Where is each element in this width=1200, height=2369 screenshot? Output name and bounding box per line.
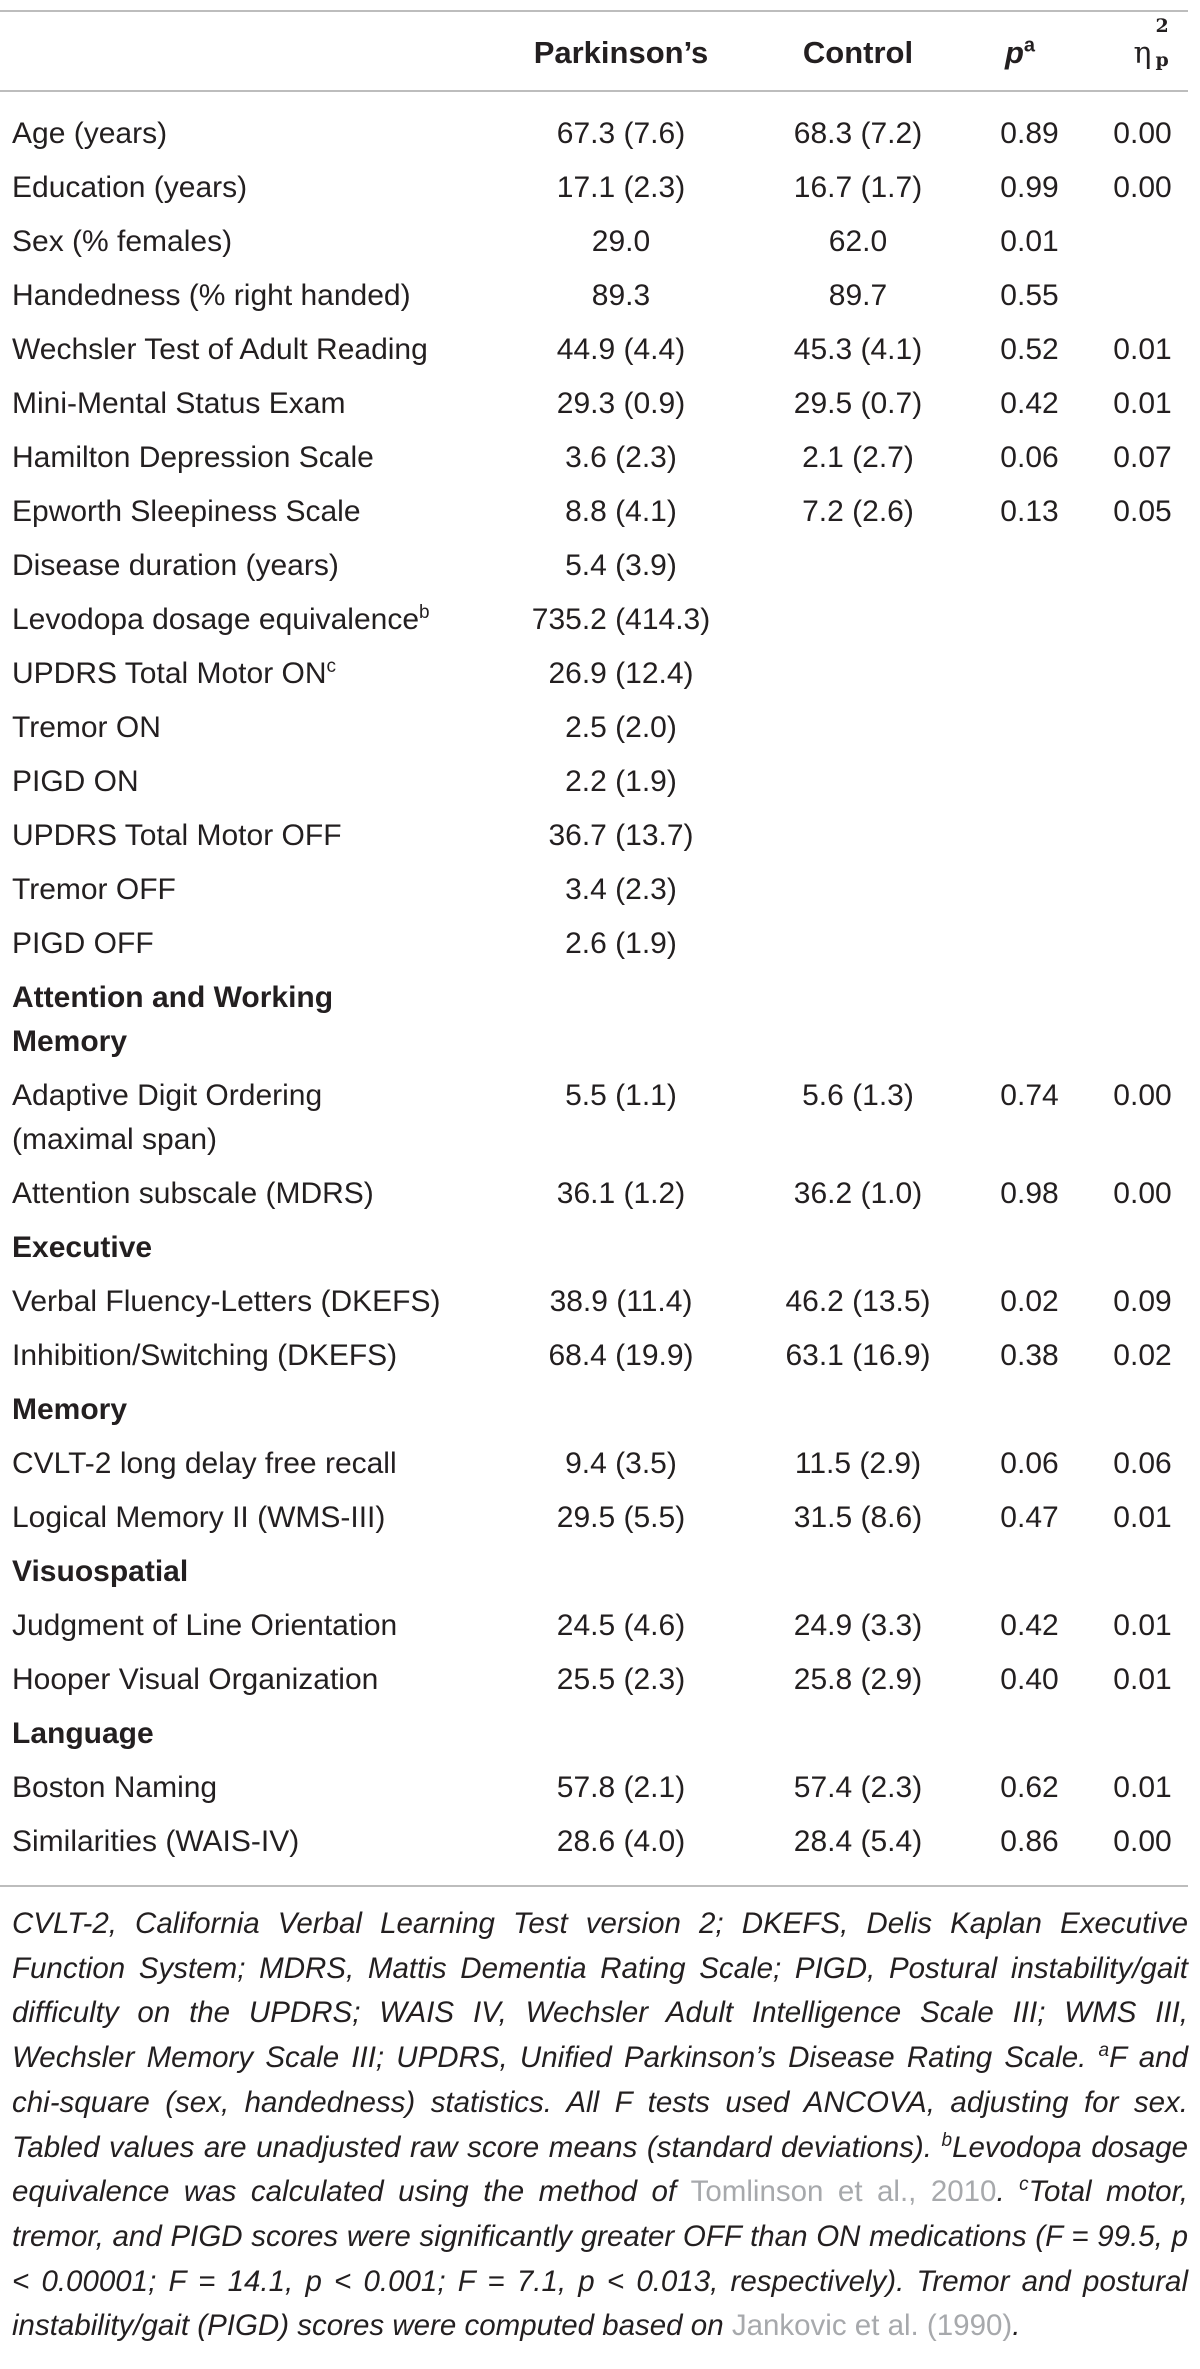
cell-p-value: 0.86 [1000,1825,1059,1858]
row-label: Attention subscale (MDRS) [12,1177,374,1210]
cell-control: 24.9 (3.3) [793,1609,923,1642]
cell-effect-size: 0.00 [1113,1825,1172,1858]
cell-parkinsons: 9.4 (3.5) [565,1447,677,1480]
row-label: PIGD OFF [12,927,154,960]
cell-control: 16.7 (1.7) [793,171,923,204]
cell-p-value: 0.42 [1000,387,1059,420]
row-label: Adaptive Digit Ordering (maximal span) [12,1079,323,1156]
cell-control: 5.6 (1.3) [802,1079,914,1112]
cell-effect-size: 0.00 [1113,117,1172,150]
cell-effect-size: 0.06 [1113,1447,1172,1480]
cell-effect-size: 0.05 [1113,495,1172,528]
cell-control: 68.3 (7.2) [793,117,923,150]
row-label-footnote-mark: b [419,602,430,623]
eta-symbol [1133,15,1169,79]
cell-control: 62.0 [828,225,888,258]
table-row [0,1488,1200,1542]
table-row [0,536,1200,590]
table-row [0,590,1200,644]
table-row [0,212,1200,266]
cell-p-value: 0.98 [1000,1177,1059,1210]
cell-p-value: 0.55 [1000,279,1059,312]
header-p-label: p [1004,35,1024,70]
table-row [0,1596,1200,1650]
reference-link-jankovic[interactable]: Jankovic et al. (1990) [731,2309,1013,2343]
cell-parkinsons: 5.4 (3.9) [565,549,677,582]
cell-parkinsons: 2.2 (1.9) [565,765,677,798]
cell-p-value: 0.01 [1000,225,1059,258]
cell-effect-size: 0.01 [1113,1501,1172,1534]
row-label: Logical Memory II (WMS-III) [12,1501,386,1534]
header-control: Control [802,35,914,70]
table-body [0,104,1200,1866]
cell-parkinsons: 29.5 (5.5) [556,1501,686,1534]
cell-parkinsons: 25.5 (2.3) [556,1663,686,1696]
cell-control: 28.4 (5.4) [793,1825,923,1858]
cell-parkinsons: 57.8 (2.1) [556,1771,686,1804]
section-label: Memory [12,1393,128,1426]
row-label: Wechsler Test of Adult Reading [12,333,428,366]
table-row [0,428,1200,482]
table-row [0,1758,1200,1812]
footnote-b-mark: b [941,2129,953,2151]
section-label: Visuospatial [12,1555,189,1588]
table-row [0,698,1200,752]
cell-p-value: 0.62 [1000,1771,1059,1804]
cell-p-value: 0.47 [1000,1501,1059,1534]
table-bottom-rule [0,1885,1188,1887]
cell-effect-size: 0.00 [1113,171,1172,204]
cell-effect-size: 0.01 [1113,1609,1172,1642]
header-parkinsons: Parkinson’s [533,35,709,70]
cell-effect-size: 0.01 [1113,1663,1172,1696]
cell-p-value: 0.38 [1000,1339,1059,1372]
table-row [0,1650,1200,1704]
footnote-b-end: . [996,2175,1005,2209]
cell-p-value: 0.06 [1000,1447,1059,1480]
row-label: CVLT-2 long delay free recall [12,1447,397,1480]
row-label: Tremor ON [12,711,161,744]
cell-control: 2.1 (2.7) [802,441,914,474]
row-label: Verbal Fluency-Letters (DKEFS) [12,1285,441,1318]
cell-control: 25.8 (2.9) [793,1663,923,1696]
reference-link-tomlinson[interactable]: Tomlinson et al., 2010 [690,2175,997,2209]
cell-control: 57.4 (2.3) [793,1771,923,1804]
header-eta-label: η [1133,36,1152,71]
cell-control: 63.1 (16.9) [785,1339,931,1372]
header-eta-sub: p [1155,49,1169,71]
table-row [0,104,1200,158]
row-label: Levodopa dosage equivalence$^b$ [12,602,430,636]
cell-effect-size: 0.00 [1113,1177,1172,1210]
section-header-row [0,1380,1200,1434]
cell-effect-size: 0.01 [1113,387,1172,420]
section-header-row [0,1704,1200,1758]
row-label: Age (years) [12,117,168,150]
section-header-row [0,1218,1200,1272]
row-label: Education (years) [12,171,248,204]
cell-parkinsons: 3.4 (2.3) [565,873,677,906]
table-row [0,860,1200,914]
footnote-a-text: F and chi-square (sex, handedness) statistics. All F tests used ANCOVA, adjusting for sex. Tabled values are unadjusted raw score means (standard deviations). [12,2041,1188,2164]
cell-control: 46.2 (13.5) [785,1285,931,1318]
cell-parkinsons: 68.4 (19.9) [548,1339,694,1372]
row-label: UPDRS Total Motor $ON^c$ [12,656,337,690]
footnote-c-mark: c [1019,2174,1029,2196]
cell-p-value: 0.99 [1000,171,1059,204]
row-label: Epworth Sleepiness Scale [12,495,361,528]
cell-control: 31.5 (8.6) [793,1501,923,1534]
table-row [0,1272,1200,1326]
table-top-rule [0,10,1188,12]
header-p [955,28,1085,78]
cell-parkinsons: 5.5 (1.1) [565,1079,677,1112]
section-label: Attention and Working Memory [12,981,334,1058]
cell-parkinsons: 36.7 (13.7) [548,819,694,852]
cell-parkinsons: 2.5 (2.0) [565,711,677,744]
cell-parkinsons: 38.9 (11.4) [549,1285,693,1318]
header-p-sup: a [1023,34,1036,57]
cell-effect-size: 0.09 [1113,1285,1172,1318]
cell-parkinsons: 26.9 (12.4) [548,657,694,690]
cell-effect-size: 0.02 [1113,1339,1172,1372]
table-row [0,1066,1200,1164]
section-header-row [0,968,1200,1066]
row-label: Judgment of Line Orientation [12,1609,398,1642]
table-row [0,1326,1200,1380]
header-eta-sup: 2 [1155,15,1169,37]
row-label: Hooper Visual Organization [12,1663,379,1696]
cell-control: 45.3 (4.1) [793,333,923,366]
cell-control: 36.2 (1.0) [793,1177,923,1210]
footnote-abbreviations: CVLT-2, California Verbal Learning Test version 2; DKEFS, Delis Kaplan Executive Function System; MDRS, Mattis Dementia Rating Scale; PIGD, Postural instability/gait difficulty on the UPDRS; WAIS IV, Wechsler Adult Intelligence Scale III; WMS III, Wechsler Memory Scale III; UPDRS, Unified Parkinson’s Disease Rating Scale. [12,1907,1188,2075]
cell-parkinsons: 17.1 (2.3) [556,171,686,204]
section-label: Executive [12,1231,153,1264]
table-row [0,806,1200,860]
table-row [0,266,1200,320]
cell-p-value: 0.89 [1000,117,1059,150]
row-label: Mini-Mental Status Exam [12,387,346,420]
row-label: Boston Naming [12,1771,218,1804]
row-label: Hamilton Depression Scale [12,441,374,474]
table-row [0,644,1200,698]
table-row [0,1812,1200,1866]
cell-parkinsons: 8.8 (4.1) [565,495,677,528]
table-row [0,482,1200,536]
cell-parkinsons: 2.6 (1.9) [565,927,677,960]
footnote-b-text: Levodopa dosage equivalence was calculated using the method of [12,2130,1188,2209]
table-row [0,1164,1200,1218]
table-row [0,914,1200,968]
cell-p-value: 0.74 [1000,1079,1059,1112]
table-row [0,158,1200,212]
cell-parkinsons: 28.6 (4.0) [556,1825,686,1858]
section-header-row [0,1542,1200,1596]
cell-control: 29.5 (0.7) [793,387,923,420]
table-row [0,1434,1200,1488]
footnote-c-end: . [1012,2309,1021,2343]
cell-control: 7.2 (2.6) [802,495,914,528]
cell-parkinsons: 29.3 (0.9) [556,387,686,420]
cell-parkinsons: 3.6 (2.3) [565,441,677,474]
cell-p-value: 0.42 [1000,1609,1059,1642]
footnote-a-mark: a [1098,2040,1110,2062]
footnote-c-text: Total motor, tremor, and PIGD scores were significantly greater OFF than ON medications (F = 99.5, p < 0.00001; F = 14.1, p < 0.001; F = 7.1, p < 0.013, respectively). Tremor and postural instability/gait (PIGD) scores were computed based on [12,2175,1188,2343]
table-row [0,374,1200,428]
cell-effect-size: 0.01 [1113,1771,1172,1804]
cell-parkinsons: 735.2 (414.3) [531,603,711,636]
header-eta [1085,15,1200,78]
cell-parkinsons: 67.3 (7.6) [556,117,686,150]
cell-effect-size: 0.01 [1113,333,1172,366]
header-rule [0,90,1188,92]
cell-parkinsons: 36.1 (1.2) [556,1177,686,1210]
cell-p-value: 0.52 [1000,333,1059,366]
row-label-footnote-mark: c [326,656,337,677]
table-row [0,752,1200,806]
row-label: PIGD ON [12,765,139,798]
cell-effect-size: 0.00 [1113,1079,1172,1112]
cell-effect-size: 0.07 [1113,441,1172,474]
cell-parkinsons: 24.5 (4.6) [556,1609,686,1642]
row-label: Disease duration (years) [12,549,339,582]
row-label: UPDRS Total Motor OFF [12,819,342,852]
cell-p-value: 0.40 [1000,1663,1059,1696]
cell-p-value: 0.13 [1000,495,1059,528]
row-label: Handedness (% right handed) [12,279,411,312]
cell-parkinsons: 89.3 [591,279,651,312]
table-footnote [12,1902,1188,2349]
cell-control: 89.7 [828,279,888,312]
row-label: Similarities (WAIS-IV) [12,1825,300,1858]
row-label: Sex (% females) [12,225,233,258]
cell-parkinsons: 29.0 [591,225,651,258]
row-label: Inhibition/Switching (DKEFS) [12,1339,398,1372]
cell-p-value: 0.06 [1000,441,1059,474]
section-label: Language [12,1717,154,1750]
cell-parkinsons: 44.9 (4.4) [556,333,686,366]
cell-control: 11.5 (2.9) [794,1447,922,1480]
cell-p-value: 0.02 [1000,1285,1059,1318]
table-row [0,320,1200,374]
row-label: Tremor OFF [12,873,176,906]
